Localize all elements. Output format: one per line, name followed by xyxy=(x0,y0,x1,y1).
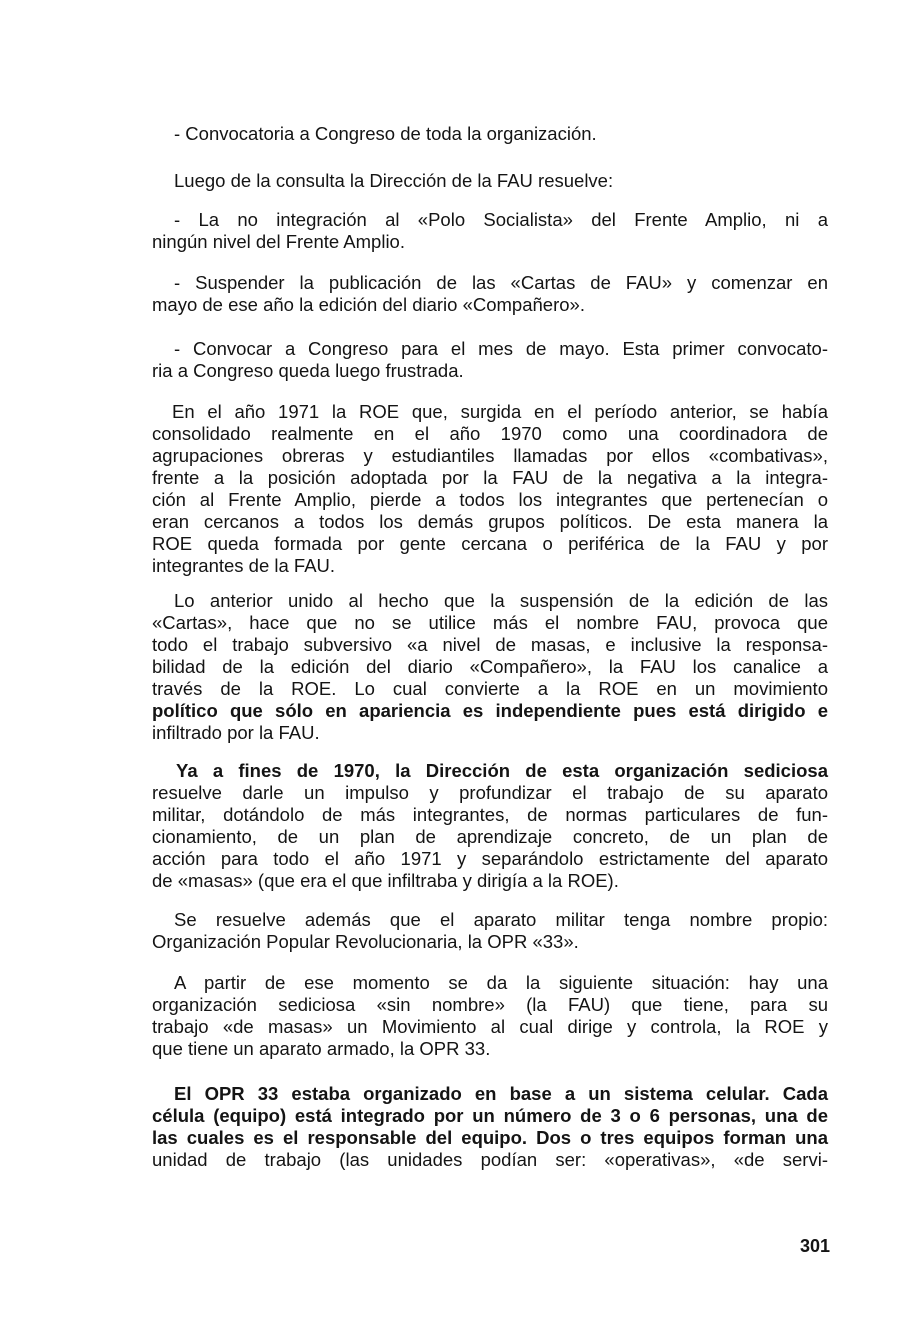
text-line: Se resuelve además que el aparato militar tenga nombre propio: xyxy=(174,909,828,930)
text-line: frente a la posición adoptada por la FAU de la negativa a la integra- xyxy=(152,467,828,488)
text-line-bold: político que sólo en apariencia es independiente pues está dirigido e xyxy=(152,700,828,721)
paragraph-no-integracion xyxy=(152,209,828,253)
text-line: Organización Popular Revolucionaria, la OPR «33». xyxy=(152,931,579,952)
paragraph-lo-anterior xyxy=(152,590,828,744)
text-line: que tiene un aparato armado, la OPR 33. xyxy=(152,1038,491,1059)
text-line: militar, dotándolo de más integrantes, de normas particulares de fun- xyxy=(152,804,828,825)
paragraph-convocatoria xyxy=(174,123,734,145)
text-line: ningún nivel del Frente Amplio. xyxy=(152,231,405,252)
text-line-bold: El OPR 33 estaba organizado en base a un sistema celular. Cada xyxy=(174,1083,828,1104)
text-line: - Convocar a Congreso para el mes de mayo. Esta primer convocato- xyxy=(174,338,828,359)
text-line: eran cercanos a todos los demás grupos políticos. De esta manera la xyxy=(152,511,828,532)
paragraph-se-resuelve xyxy=(152,909,828,953)
text-line-bold: célula (equipo) está integrado por un número de 3 o 6 personas, una de xyxy=(152,1105,828,1126)
text-line: organización sediciosa «sin nombre» (la FAU) que tiene, para su xyxy=(152,994,828,1015)
text-line: resuelve darle un impulso y profundizar el trabajo de su aparato xyxy=(152,782,828,803)
text-line: - Convocatoria a Congreso de toda la organización. xyxy=(174,123,597,144)
text-line: todo el trabajo subversivo «a nivel de masas, e inclusive la responsa- xyxy=(152,634,828,655)
text-line: «Cartas», hace que no se utilice más el nombre FAU, provoca que xyxy=(152,612,828,633)
text-line: ROE queda formada por gente cercana o periférica de la FAU y por xyxy=(152,533,828,554)
paragraph-suspender xyxy=(152,272,828,316)
paragraph-luego xyxy=(174,170,734,192)
text-line: consolidado realmente en el año 1970 como una coordinadora de xyxy=(152,423,828,444)
page-number: 301 xyxy=(799,1236,830,1256)
text-line: Luego de la consulta la Dirección de la FAU resuelve: xyxy=(174,170,614,191)
text-line: integrantes de la FAU. xyxy=(152,555,336,576)
text-line: bilidad de la edición del diario «Compañero», la FAU los canalice a xyxy=(152,656,828,677)
text-line: agrupaciones obreras y estudiantiles llamadas por ellos «combativas», xyxy=(152,445,828,466)
text-line: acción para todo el año 1971 y separándolo estrictamente del aparato xyxy=(152,848,828,869)
text-line: unidad de trabajo (las unidades podían ser: «operativas», «de servi- xyxy=(152,1149,828,1170)
text-line: ria a Congreso queda luego frustrada. xyxy=(152,360,464,381)
text-line: de «masas» (que era el que infiltraba y dirigía a la ROE). xyxy=(152,870,619,891)
text-line-bold: las cuales es el responsable del equipo. Dos o tres equipos forman una xyxy=(152,1127,828,1148)
paragraph-anio-1971 xyxy=(152,401,828,577)
text-line: Lo anterior unido al hecho que la suspensión de la edición de las xyxy=(174,590,828,611)
text-line-bold: Ya a fines de 1970, la Dirección de esta organización sediciosa xyxy=(176,760,828,781)
paragraph-fines-1970 xyxy=(152,760,828,892)
text-line: - La no integración al «Polo Socialista» del Frente Amplio, ni a xyxy=(174,209,828,230)
text-line: trabajo «de masas» un Movimiento al cual dirige y controla, la ROE y xyxy=(152,1016,828,1037)
text-line: mayo de ese año la edición del diario «Compañero». xyxy=(152,294,585,315)
paragraph-opr-33 xyxy=(152,1083,828,1171)
text-line: ción al Frente Amplio, pierde a todos los integrantes que pertenecían o xyxy=(152,489,828,510)
paragraph-a-partir xyxy=(152,972,828,1060)
text-line: través de la ROE. Lo cual convierte a la ROE en un movimiento xyxy=(152,678,828,699)
paragraph-convocar xyxy=(152,338,828,382)
text-line: infiltrado por la FAU. xyxy=(152,722,320,743)
text-line: A partir de ese momento se da la siguiente situación: hay una xyxy=(174,972,828,993)
text-line: - Suspender la publicación de las «Cartas de FAU» y comenzar en xyxy=(174,272,828,293)
text-line: En el año 1971 la ROE que, surgida en el período anterior, se había xyxy=(172,401,828,422)
text-line: cionamiento, de un plan de aprendizaje concreto, de un plan de xyxy=(152,826,828,847)
